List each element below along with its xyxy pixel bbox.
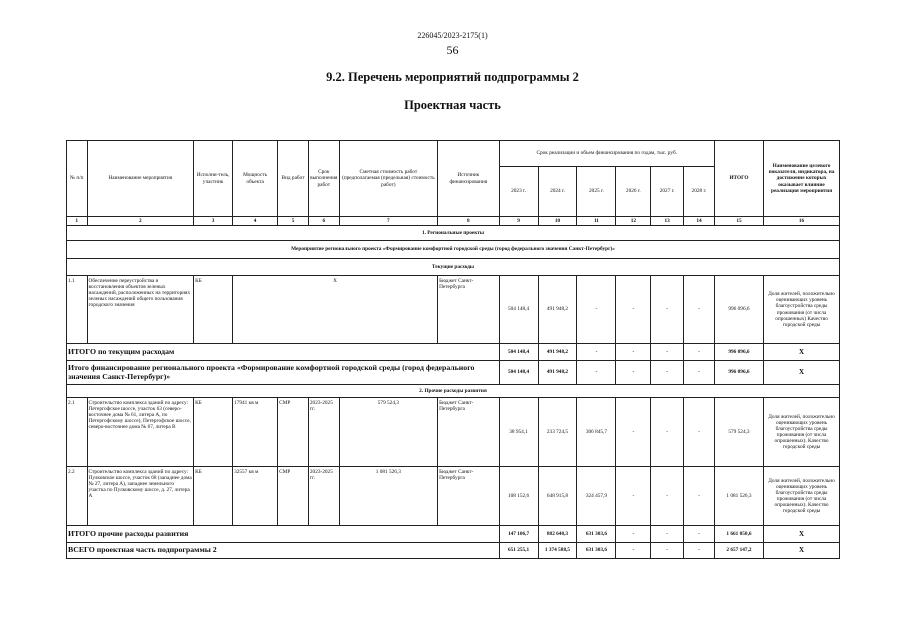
header-total: ИТОГО	[714, 141, 763, 217]
header-work-type: Вид работ	[278, 141, 309, 217]
col-number: 6	[308, 217, 339, 226]
total-year-value: -	[651, 543, 684, 559]
total-year-value: -	[684, 543, 715, 559]
row-num: 2.1	[67, 398, 88, 467]
row-source: Бюджет Санкт-Петербурга	[438, 467, 500, 526]
total-year-value: -	[616, 344, 651, 361]
header-source: Источник финансирования	[438, 141, 500, 217]
row-name: Строительство комплекса зданий по адресу: Пулковское шоссе, участок 68 (западнее дома № 27, литера А), западнее земельного участка по Пулковскому шоссе, д. 27, литера А	[87, 467, 194, 526]
row-year-value: -	[616, 467, 651, 526]
header-indicator: Наименование целевого показателя, индикатора, на достижение которых оказывает влияние реализация мероприятия	[764, 141, 840, 217]
grand-total-label: ВСЕГО проектная часть подпрограммы 2	[67, 543, 500, 559]
grand-total-row	[67, 543, 840, 559]
row-num: 1.1	[67, 276, 88, 344]
col-number: 8	[438, 217, 500, 226]
total-year-value: 504 148,4	[499, 361, 538, 385]
row-year-value: -	[684, 467, 715, 526]
total-year-value: 631 303,6	[577, 526, 616, 543]
measures-table	[66, 140, 840, 559]
section-1-title: 1. Региональные проекты	[67, 226, 840, 241]
row-source: Бюджет Санкт-Петербурга	[438, 276, 500, 344]
total-year-value: -	[577, 344, 616, 361]
header-cost: Сметная стоимость работ (предполагаемая (предельная) стоимость работ)	[339, 141, 437, 217]
row-year-value: 38 954,1	[499, 398, 538, 467]
total-indicator: Х	[764, 361, 840, 385]
row-indicator: Доля жителей, положительно оценивающих уровень благоустройства среды проживания (от числа опрошенных). Качество городской среды	[764, 467, 840, 526]
section-2-title: 2. Прочие расходы развития	[67, 385, 840, 398]
section-title-row	[67, 226, 840, 241]
row-year-value: 108 152,6	[499, 467, 538, 526]
row-executor: КБ	[194, 467, 233, 526]
row-year-value: -	[577, 276, 616, 344]
project-total-label: Итого финансирование регионального проекта «Формирование комфортной городской среды (город федерального значения Санкт-Петербург)»	[67, 361, 500, 385]
col-number: 15	[714, 217, 763, 226]
col-number: 5	[278, 217, 309, 226]
current-total-label: ИТОГО по текущим расходам	[67, 344, 500, 361]
row-deadline: 2023-2025 гг.	[308, 467, 339, 526]
table-header-row	[67, 141, 840, 167]
row-year-value: -	[651, 467, 684, 526]
total-year-value: -	[684, 344, 715, 361]
total-value: 1 661 050,6	[714, 526, 763, 543]
header-year: 2025 г.	[577, 167, 616, 217]
total-year-value: 882 640,3	[538, 526, 577, 543]
total-year-value: -	[684, 526, 715, 543]
col-number: 13	[651, 217, 684, 226]
row-year-value: 504 148,4	[499, 276, 538, 344]
page-number: 56	[446, 43, 459, 57]
total-year-value: -	[651, 361, 684, 385]
row-year-value: 491 948,2	[538, 276, 577, 344]
header-period-group: Срок реализации и объем финансирования по годам, тыс. руб.	[499, 141, 714, 167]
row-cost: 579 524,3	[339, 398, 437, 467]
total-value: 996 096,6	[714, 361, 763, 385]
row-year-value: -	[684, 398, 715, 467]
row-work-type: СМР	[278, 467, 309, 526]
header-year: 2026 г.	[616, 167, 651, 217]
page-subtitle: Проектная часть	[404, 98, 501, 112]
header-deadline: Срок выполнения работ	[308, 141, 339, 217]
header-name: Наименование мероприятия	[87, 141, 194, 217]
header-year: 2024 г.	[538, 167, 577, 217]
row-year-value: 233 724,5	[538, 398, 577, 467]
row-work-type: Х	[233, 276, 438, 344]
row-total: 579 524,3	[714, 398, 763, 467]
row-executor: КБ	[194, 276, 233, 344]
total-year-value: 491 948,2	[538, 361, 577, 385]
total-year-value: 491 948,2	[538, 344, 577, 361]
row-work-type: СМР	[278, 398, 309, 467]
col-number: 16	[764, 217, 840, 226]
row-indicator: Доля жителей, положительно оценивающих уровень благоустройства среды проживания (от числа опрошенных). Качество городской среды	[764, 398, 840, 467]
col-number: 10	[538, 217, 577, 226]
row-source: Бюджет Санкт-Петербурга	[438, 398, 500, 467]
row-capacity: 17941 кв м	[233, 398, 278, 467]
col-number: 12	[616, 217, 651, 226]
section-subtitle-row	[67, 241, 840, 259]
row-year-value: 324 457,9	[577, 467, 616, 526]
row-year-value: -	[616, 398, 651, 467]
total-indicator: Х	[764, 543, 840, 559]
group-current-expenses: Текущие расходы	[67, 259, 840, 276]
col-number: 4	[233, 217, 278, 226]
total-year-value: 1 374 588,5	[538, 543, 577, 559]
document-id: 226045/2023-2175(1)	[417, 31, 488, 40]
row-name: Обеспечение переустройства и восстановления объектов зеленых насаждений, расположенных на территориях зеленых насаждений общего пользования городского значения	[87, 276, 194, 344]
total-year-value: -	[616, 361, 651, 385]
row-year-value: -	[651, 398, 684, 467]
row-year-value: -	[616, 276, 651, 344]
total-year-value: -	[577, 361, 616, 385]
row-executor: КБ	[194, 398, 233, 467]
col-number: 9	[499, 217, 538, 226]
total-indicator: Х	[764, 344, 840, 361]
header-year: 2027 г.	[651, 167, 684, 217]
row-num: 2.2	[67, 467, 88, 526]
total-year-value: 504 148,4	[499, 344, 538, 361]
row-total: 996 096,6	[714, 276, 763, 344]
total-year-value: -	[651, 344, 684, 361]
section-title-row	[67, 385, 840, 398]
header-year: 2028 г.	[684, 167, 715, 217]
project-total-row	[67, 361, 840, 385]
header-executor: Исполни-тель, участник	[194, 141, 233, 217]
row-deadline: 2023-2025 гг.	[308, 398, 339, 467]
total-year-value: -	[651, 526, 684, 543]
column-numbers-row	[67, 217, 840, 226]
other-total-label: ИТОГО прочие расходы развития	[67, 526, 500, 543]
table-row	[67, 467, 840, 526]
header-capacity: Мощность объекта	[233, 141, 278, 217]
col-number: 14	[684, 217, 715, 226]
total-value: 996 096,6	[714, 344, 763, 361]
page-title: 9.2. Перечень мероприятий подпрограммы 2	[326, 70, 579, 84]
row-capacity: 32557 кв м	[233, 467, 278, 526]
row-indicator: Доля жителей, положительно оценивающих уровень благоустройства среды проживания (от числа опрошенных) Качество городской среды	[764, 276, 840, 344]
total-year-value: 631 303,6	[577, 543, 616, 559]
col-number: 1	[67, 217, 88, 226]
total-indicator: Х	[764, 526, 840, 543]
row-name: Строительство комплекса зданий по адресу: Петергофское шоссе, участок 63 (северо-восточнее дома № 61, литера А, по Петергофскому шоссе), Петергофское шоссе, северо-восточнее дома № 67, литера В	[87, 398, 194, 467]
row-total: 1 081 526,3	[714, 467, 763, 526]
row-cost: 1 081 526,3	[339, 467, 437, 526]
col-number: 3	[194, 217, 233, 226]
total-year-value: -	[616, 526, 651, 543]
total-year-value: 651 255,1	[499, 543, 538, 559]
total-year-value: -	[616, 543, 651, 559]
col-number: 2	[87, 217, 194, 226]
col-number: 11	[577, 217, 616, 226]
table-row	[67, 276, 840, 344]
header-year: 2023 г.	[499, 167, 538, 217]
total-value: 2 657 147,2	[714, 543, 763, 559]
row-year-value: -	[651, 276, 684, 344]
other-total-row	[67, 526, 840, 543]
group-title-row	[67, 259, 840, 276]
row-year-value: -	[684, 276, 715, 344]
section-1-subtitle: Мероприятие регионального проекта «Формирование комфортной городской среды (город федерального значения Санкт-Петербург)»	[67, 241, 840, 259]
total-year-value: -	[684, 361, 715, 385]
table-row	[67, 398, 840, 467]
col-number: 7	[339, 217, 437, 226]
header-num: № п/п	[67, 141, 88, 217]
row-year-value: 306 845,7	[577, 398, 616, 467]
row-year-value: 648 915,8	[538, 467, 577, 526]
current-total-row	[67, 344, 840, 361]
total-year-value: 147 106,7	[499, 526, 538, 543]
